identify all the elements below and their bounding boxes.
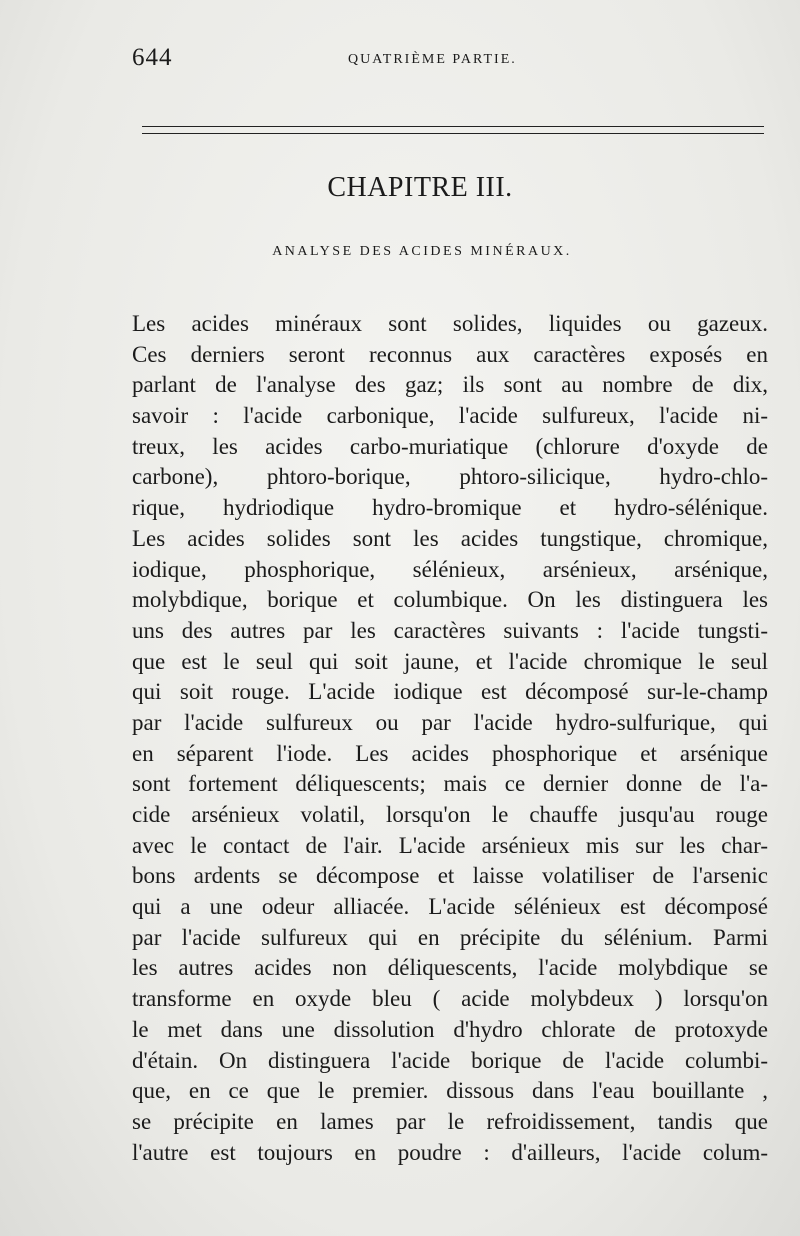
chapter-title: CHAPITRE III. bbox=[327, 172, 513, 203]
text-line: cide arsénieux volatil, lorsqu'on le chauffe jusqu'au rouge bbox=[132, 802, 768, 827]
body-text bbox=[132, 309, 768, 1168]
text-line: se précipite en lames par le refroidissement, tandis que bbox=[132, 1108, 768, 1134]
text-line: carbone), phtoro-borique, phtoro-silicique, hydro-chlo- bbox=[132, 464, 768, 490]
text-line: qui a une odeur alliacée. L'acide sélénieux est décomposé bbox=[132, 894, 768, 920]
text-line: treux, les acides carbo-muriatique (chlorure d'oxyde de bbox=[132, 433, 768, 459]
text-line: savoir : l'acide carbonique, l'acide sulfureux, l'acide ni- bbox=[132, 403, 768, 429]
text-line: d'étain. On distinguera l'acide borique de l'acide columbi- bbox=[132, 1047, 768, 1073]
text-line: par l'acide sulfureux ou par l'acide hydro-sulfurique, qui bbox=[132, 709, 768, 735]
text-line: l'autre est toujours en poudre : d'ailleurs, l'acide colum- bbox=[132, 1139, 768, 1165]
running-title: QUATRIÈME PARTIE. bbox=[348, 52, 517, 67]
page-header bbox=[128, 44, 768, 78]
text-line: uns des autres par les caractères suivants : l'acide tungsti- bbox=[132, 617, 768, 643]
header-rule-bottom bbox=[142, 133, 764, 134]
text-line: parlant de l'analyse des gaz; ils sont au nombre de dix, bbox=[132, 372, 768, 398]
text-line: molybdique, borique et columbique. On les distinguera les bbox=[132, 587, 768, 613]
text-line: que est le seul qui soit jaune, et l'acide chromique le seul bbox=[132, 648, 768, 674]
header-rule-top bbox=[142, 126, 764, 127]
text-line: par l'acide sulfureux qui en précipite du sélénium. Parmi bbox=[132, 924, 768, 950]
text-line: bons ardents se décompose et laisse volatiliser de l'arsenic bbox=[132, 863, 768, 889]
text-line: le met dans une dissolution d'hydro chlorate de protoxyde bbox=[132, 1016, 768, 1042]
text-line: iodique, phosphorique, sélénieux, arsénieux, arsénique, bbox=[132, 556, 768, 582]
text-line: rique, hydriodique hydro-bromique et hydro-sélénique. bbox=[132, 495, 768, 521]
text-line: sont fortement déliquescents; mais ce dernier donne de l'a- bbox=[132, 771, 768, 797]
text-line: qui soit rouge. L'acide iodique est décomposé sur-le-champ bbox=[132, 679, 768, 705]
text-line: avec le contact de l'air. L'acide arsénieux mis sur les char- bbox=[132, 832, 768, 858]
text-line: Les acides minéraux sont solides, liquides ou gazeux. bbox=[132, 311, 768, 336]
text-line: Ces derniers seront reconnus aux caractères exposés en bbox=[132, 341, 768, 367]
text-line: les autres acides non déliquescents, l'acide molybdique se bbox=[132, 955, 768, 981]
text-line: en séparent l'iode. Les acides phosphorique et arsénique bbox=[132, 740, 768, 766]
section-title: ANALYSE DES ACIDES MINÉRAUX. bbox=[272, 244, 572, 259]
text-line: que, en ce que le premier. dissous dans l'eau bouillante , bbox=[132, 1078, 768, 1104]
text-line: transforme en oxyde bleu ( acide molybdeux ) lorsqu'on bbox=[132, 986, 768, 1012]
page-number: 644 bbox=[132, 44, 173, 71]
text-line: Les acides solides sont les acides tungstique, chromique, bbox=[132, 525, 768, 551]
